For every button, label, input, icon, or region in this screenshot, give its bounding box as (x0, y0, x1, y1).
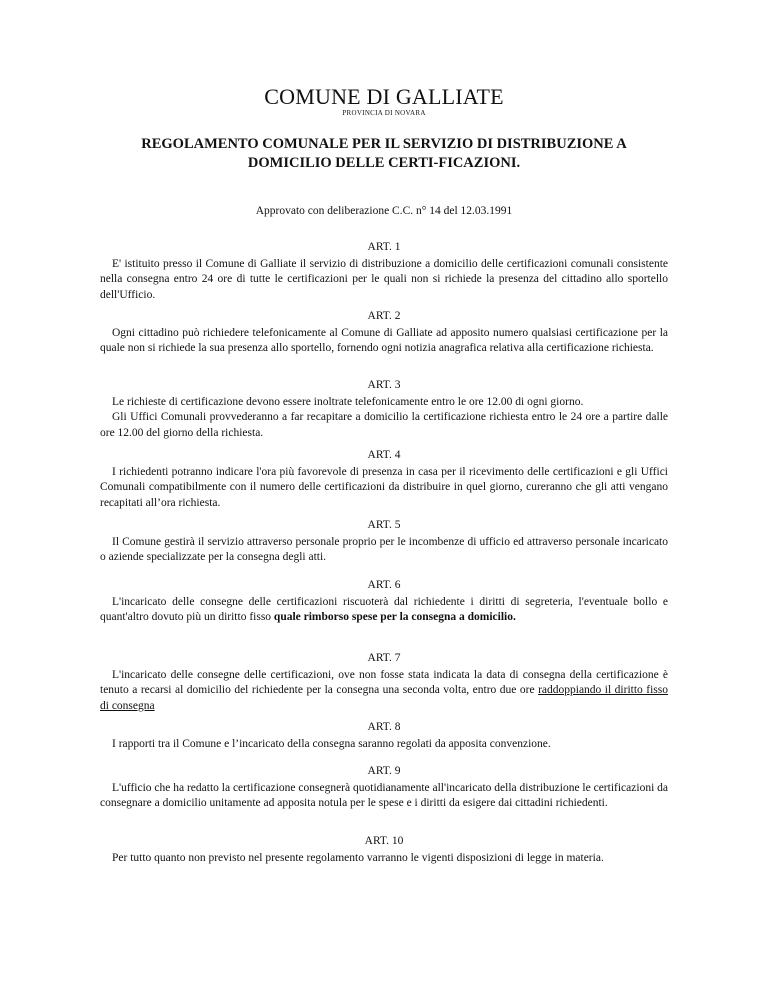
article-8 (100, 720, 668, 752)
article-title: ART. 1 (367, 241, 401, 253)
article-text: Ogni cittadino può richiedere telefonicamente al Comune di Galliate ad apposito numero qualsiasi certificazione per la quale non si richiede la sua presenza allo sportello, fornendo ogni notizia anagrafica relativa alla certificazione richiesta. (100, 326, 668, 355)
article-text-main: L'incaricato delle consegne delle certificazioni riscuoterà dal richiedente i diritti di segreteria, l'eventuale bollo e quant'altro dovuto più un diritto fisso (100, 595, 668, 624)
article-title: ART. 6 (367, 579, 401, 591)
article-10 (100, 834, 668, 866)
article-1 (100, 240, 668, 304)
article-title: ART. 8 (367, 721, 401, 733)
article-title: ART. 5 (367, 519, 401, 531)
article-title: ART. 2 (367, 310, 401, 322)
article-text: Le richieste di certificazione devono essere inoltrate telefonicamente entro le ore 12.00 di ogni giorno. (112, 395, 584, 408)
article-3 (100, 378, 668, 442)
article-title: ART. 3 (367, 379, 401, 391)
article-text: Il Comune gestirà il servizio attraverso personale proprio per le incombenze di ufficio ed attraverso personale incaricato o aziende specializzate per la consegna degli atti. (100, 535, 668, 564)
article-9 (100, 764, 668, 812)
article-4 (100, 448, 668, 512)
article-text (100, 595, 668, 626)
article-5 (100, 518, 668, 566)
article-text-bold: quale rimborso spese per la consegna a domicilio. (273, 611, 516, 624)
article-text-2: Gli Uffici Comunali provvederanno a far recapitare a domicilio la certificazione richiesta entro le 24 ore a partire dalle ore 12.00 del giorno della richiesta. (100, 411, 668, 440)
approval-note: Approvato con deliberazione C.C. n° 14 del 12.03.1991 (255, 205, 513, 217)
article-7 (100, 651, 668, 715)
document-subtitle: PROVINCIA DI NOVARA (342, 109, 426, 117)
article-text: L'ufficio che ha redatto la certificazione consegnerà quotidianamente all'incaricato della distribuzione le certificazioni da consegnare a domicilio unitamente ad apposita notula per le spese e i diritti da esigere dai cittadini richiedenti. (100, 781, 668, 810)
regulation-heading (0, 135, 768, 173)
article-6 (100, 578, 668, 626)
article-text: E' istituito presso il Comune di Galliate il servizio di distribuzione a domicilio delle certificazioni comunali consistente nella consegna entro 24 ore di tutte le certificazioni per le quali non si richiede la presenza del cittadino allo sportello dell'Ufficio. (100, 257, 668, 302)
article-title: ART. 7 (367, 652, 401, 664)
article-text-underlined: raddoppiando il diritto fisso di consegna (100, 684, 669, 713)
document-title: COMUNE DI GALLIATE (264, 84, 504, 109)
article-text: Per tutto quanto non previsto nel presente regolamento varranno le vigenti disposizioni di legge in materia. (112, 851, 604, 864)
heading-line-2: DOMICILIO DELLE CERTI-FICAZIONI. (247, 155, 521, 171)
article-title: ART. 9 (367, 765, 401, 777)
article-text: I richiedenti potranno indicare l'ora più favorevole di presenza in casa per il ricevimento delle certificazioni e gli Uffici Comunali compatibilmente con il numero delle certificazioni da distribuire in quel giorno, cureranno che gli atti vengano recapitati all’ora richiesta. (100, 465, 668, 510)
article-title: ART. 10 (364, 835, 404, 847)
heading-line-1: REGOLAMENTO COMUNALE PER IL SERVIZIO DI DISTRIBUZIONE A (141, 136, 627, 152)
article-text-main: L'incaricato delle consegne delle certificazioni, ove non fosse stata indicata la data di consegna della certificazione è tenuto a recarsi al domicilio del richiedente per la consegna una seconda volta, entro due ore (100, 668, 668, 697)
article-text (100, 668, 668, 715)
article-text: I rapporti tra il Comune e l’incaricato della consegna saranno regolati da apposita convenzione. (112, 737, 551, 750)
article-title: ART. 4 (367, 449, 401, 461)
article-2 (100, 309, 668, 357)
